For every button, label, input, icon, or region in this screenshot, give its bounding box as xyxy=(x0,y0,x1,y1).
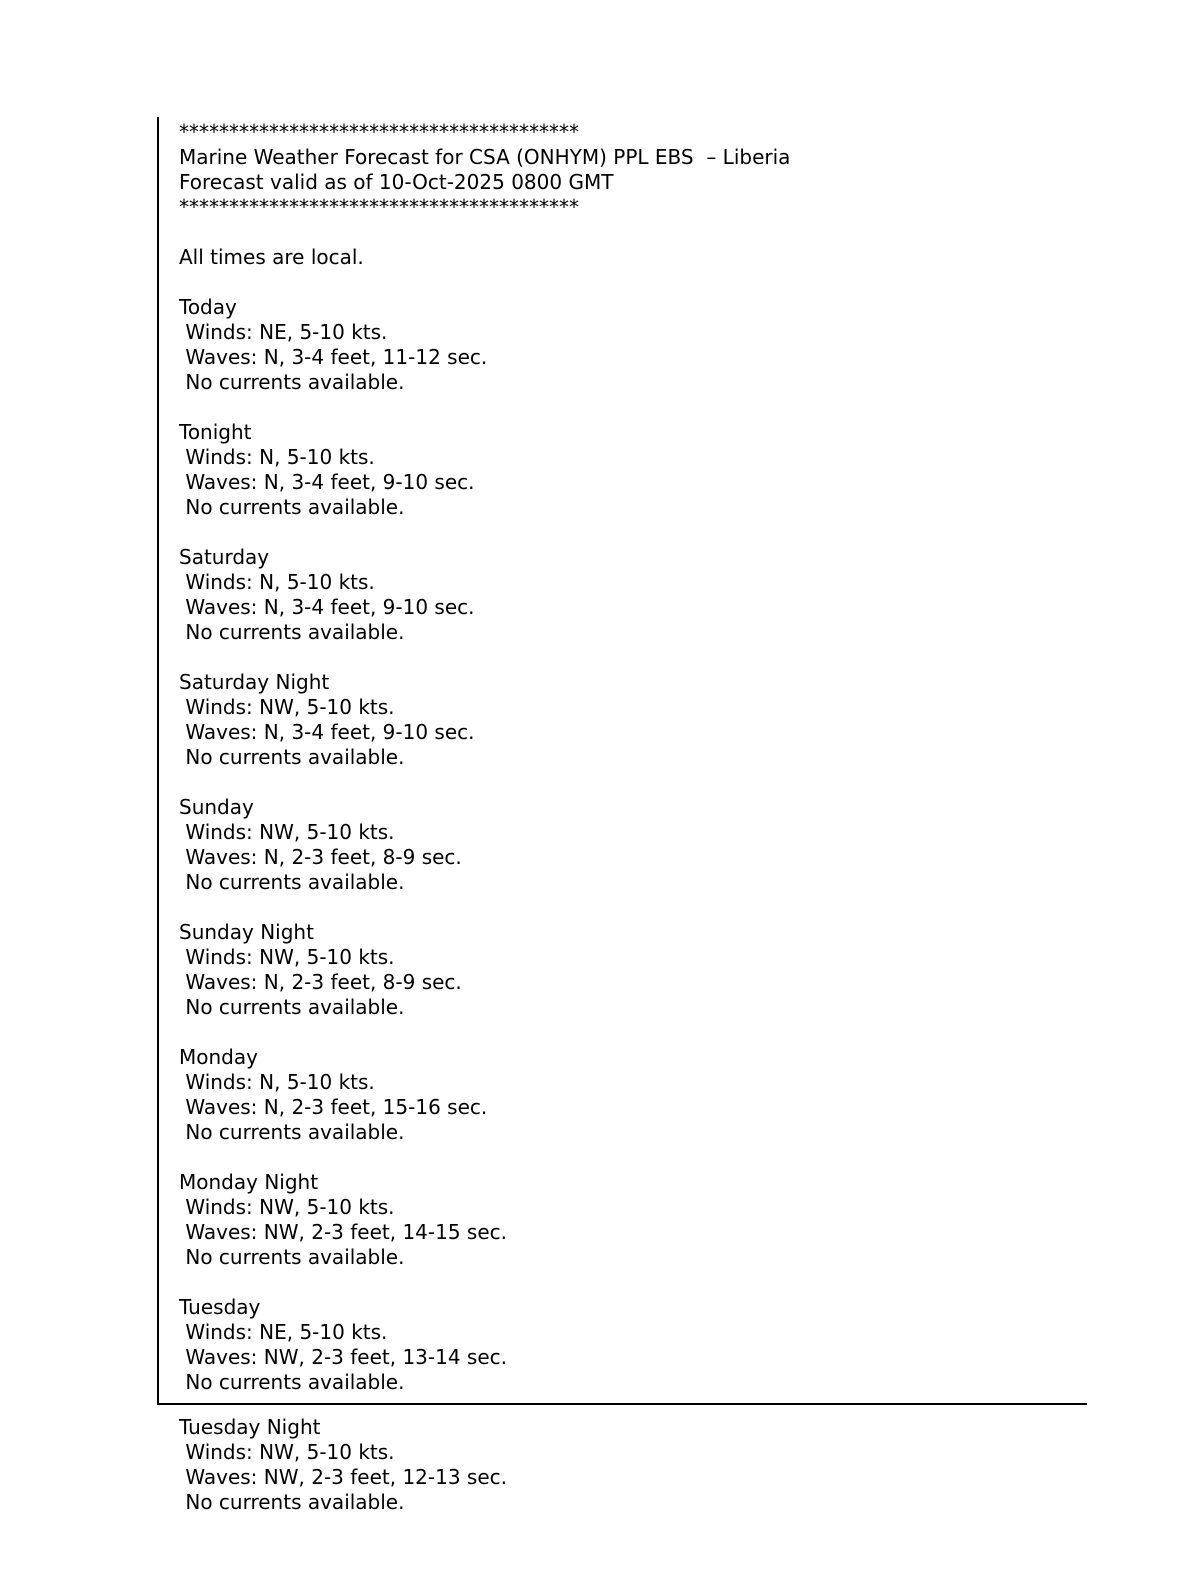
forecast-section-saturday xyxy=(179,545,1087,645)
winds-line: Winds: NW, 5-10 kts. xyxy=(179,820,395,844)
forecast-section-tonight xyxy=(179,420,1087,520)
forecast-title: Marine Weather Forecast for CSA (ONHYM) PPL EBS – Liberia xyxy=(179,145,791,169)
waves-line: Waves: NW, 2-3 feet, 12-13 sec. xyxy=(179,1465,507,1489)
waves-line: Waves: N, 2-3 feet, 8-9 sec. xyxy=(179,845,462,869)
winds-line: Winds: NE, 5-10 kts. xyxy=(179,320,388,344)
forecast-section-monday xyxy=(179,1045,1087,1145)
section-heading: Sunday xyxy=(179,795,254,819)
winds-line: Winds: N, 5-10 kts. xyxy=(179,1070,375,1094)
currents-line: No currents available. xyxy=(179,870,405,894)
times-note: All times are local. xyxy=(179,245,364,269)
forecast-section-monday-night xyxy=(179,1170,1087,1270)
waves-line: Waves: N, 2-3 feet, 15-16 sec. xyxy=(179,1095,488,1119)
section-heading: Saturday Night xyxy=(179,670,330,694)
waves-line: Waves: N, 3-4 feet, 9-10 sec. xyxy=(179,595,475,619)
forecast-section-tuesday xyxy=(179,1295,1087,1395)
forecast-overflow-block xyxy=(179,1415,507,1515)
forecast-valid-line: Forecast valid as of 10-Oct-2025 0800 GMT xyxy=(179,170,614,194)
forecast-section-saturday-night xyxy=(179,670,1087,770)
waves-line: Waves: N, 2-3 feet, 8-9 sec. xyxy=(179,970,462,994)
currents-line: No currents available. xyxy=(179,1490,405,1514)
section-heading: Tonight xyxy=(179,420,252,444)
forecast-section-tuesday-night xyxy=(179,1415,507,1515)
section-heading: Tuesday Night xyxy=(179,1415,321,1439)
section-heading: Monday Night xyxy=(179,1170,319,1194)
waves-line: Waves: NW, 2-3 feet, 14-15 sec. xyxy=(179,1220,507,1244)
forecast-section-today xyxy=(179,295,1087,395)
section-heading: Saturday xyxy=(179,545,270,569)
winds-line: Winds: NW, 5-10 kts. xyxy=(179,1195,395,1219)
section-heading: Tuesday xyxy=(179,1295,261,1319)
currents-line: No currents available. xyxy=(179,370,405,394)
waves-line: Waves: N, 3-4 feet, 9-10 sec. xyxy=(179,720,475,744)
winds-line: Winds: NW, 5-10 kts. xyxy=(179,695,395,719)
divider-line-top: **************************************** xyxy=(179,120,579,144)
section-heading: Today xyxy=(179,295,237,319)
currents-line: No currents available. xyxy=(179,1245,405,1269)
currents-line: No currents available. xyxy=(179,1120,405,1144)
currents-line: No currents available. xyxy=(179,745,405,769)
section-heading: Monday xyxy=(179,1045,258,1069)
forecast-section-sunday xyxy=(179,795,1087,895)
winds-line: Winds: NW, 5-10 kts. xyxy=(179,1440,395,1464)
forecast-section-sunday-night xyxy=(179,920,1087,1020)
waves-line: Waves: N, 3-4 feet, 9-10 sec. xyxy=(179,470,475,494)
waves-line: Waves: N, 3-4 feet, 11-12 sec. xyxy=(179,345,488,369)
winds-line: Winds: NW, 5-10 kts. xyxy=(179,945,395,969)
section-heading: Sunday Night xyxy=(179,920,314,944)
currents-line: No currents available. xyxy=(179,995,405,1019)
winds-line: Winds: N, 5-10 kts. xyxy=(179,570,375,594)
winds-line: Winds: NE, 5-10 kts. xyxy=(179,1320,388,1344)
winds-line: Winds: N, 5-10 kts. xyxy=(179,445,375,469)
currents-line: No currents available. xyxy=(179,620,405,644)
currents-line: No currents available. xyxy=(179,1370,405,1394)
waves-line: Waves: NW, 2-3 feet, 13-14 sec. xyxy=(179,1345,507,1369)
divider-line-bottom: **************************************** xyxy=(179,195,579,219)
currents-line: No currents available. xyxy=(179,495,405,519)
forecast-bordered-block xyxy=(157,117,1087,1405)
